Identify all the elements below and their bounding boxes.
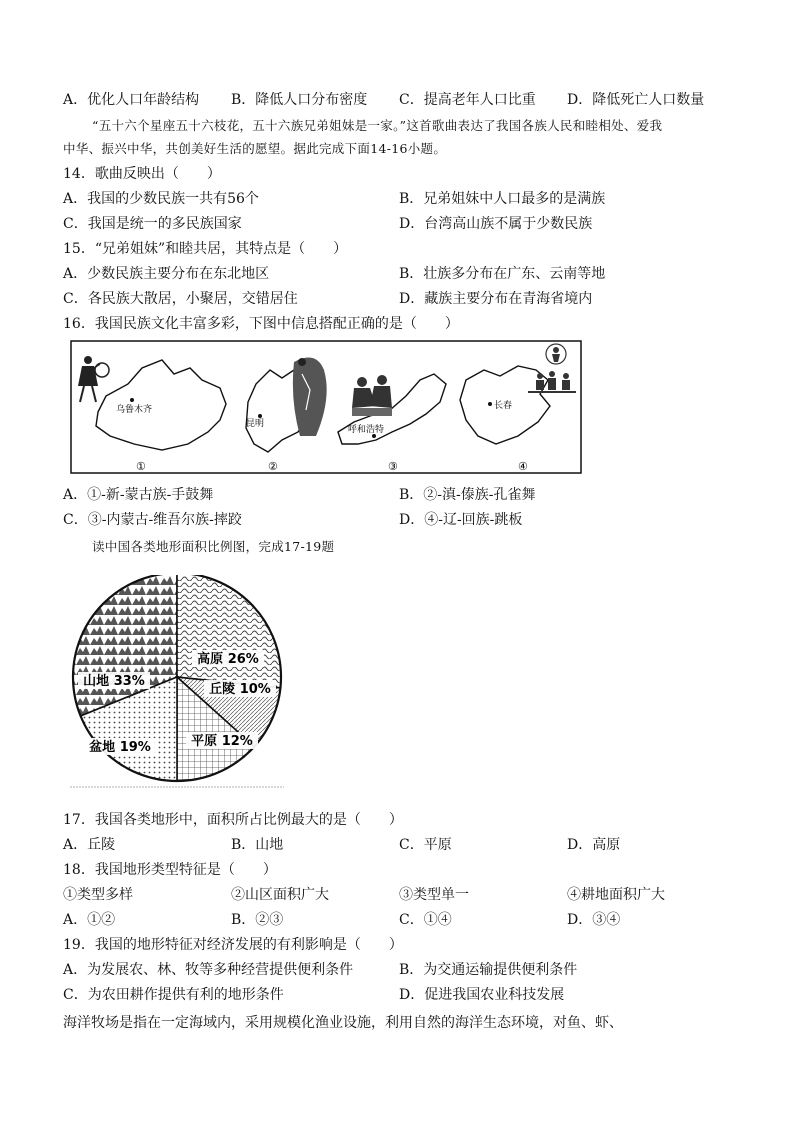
q17-stem: 17．我国各类地形中，面积所占比例最大的是（ ） — [63, 812, 403, 828]
q15-option-d: D．藏族主要分布在青海省境内 — [399, 291, 593, 307]
q13-option-a: A．优化人口年龄结构 — [63, 92, 200, 108]
q17-option-a: A．丘陵 — [63, 837, 116, 853]
q14-stem: 14．歌曲反映出（ ） — [63, 166, 221, 182]
q18-item-4: ④耕地面积广大 — [567, 887, 665, 903]
pie-label-1: 高原 26% — [197, 652, 259, 667]
q16-option-d: D．④-辽-回族-跳板 — [399, 512, 523, 528]
q17-option-c: C．平原 — [399, 837, 452, 853]
q15-option-c: C．各民族大散居，小聚居，交错居住 — [63, 291, 298, 307]
city-label-changchun: 长春 — [494, 401, 513, 411]
city-label-hohhot: 呼和浩特 — [348, 425, 385, 435]
pie-label-3: 平原 12% — [191, 734, 253, 749]
q18-item-2: ②山区面积广大 — [231, 887, 329, 903]
q19-option-d: D．促进我国农业科技发展 — [399, 987, 565, 1003]
q15-stem: 15．“兄弟姐妹”和睦共居，其特点是（ ） — [63, 241, 348, 257]
q16-stem: 16．我国民族文化丰富多彩，下图中信息搭配正确的是（ ） — [63, 316, 459, 332]
q15-option-b: B．壮族多分布在广东、云南等地 — [399, 266, 606, 282]
q13-option-d: D．降低死亡人口数量 — [567, 92, 705, 108]
q16-option-c: C．③-内蒙古-维吾尔族-摔跤 — [63, 512, 242, 528]
q18-stem: 18．我国地形类型特征是（ ） — [63, 862, 277, 878]
ocean-ranch-intro: 海洋牧场是指在一定海域内，采用规模化渔业设施，利用自然的海洋生态环境，对鱼、虾、 — [63, 1015, 623, 1031]
terrain-pie-chart — [62, 575, 292, 790]
pie-label-2: 丘陵 10% — [209, 682, 271, 697]
q18-option-b: B．②③ — [231, 912, 284, 928]
q17-option-b: B．山地 — [231, 837, 284, 853]
q18-option-c: C．①④ — [399, 912, 452, 928]
q18-option-d: D．③④ — [567, 912, 621, 928]
panel-number-3: ③ — [388, 460, 398, 473]
pie-label-0: 山地 33% — [83, 674, 145, 689]
q14-option-d: D．台湾高山族不属于少数民族 — [399, 216, 593, 232]
q16-option-b: B．②-滇-傣族-孔雀舞 — [399, 487, 536, 503]
q18-option-a: A．①② — [63, 912, 116, 928]
intro-paragraph-line1: “五十六个星座五十六枝花，五十六族兄弟姐妹是一家。”这首歌曲表达了我国各族人民和睦相处、爱我 — [92, 118, 663, 133]
q14-option-a: A．我国的少数民族一共有56个 — [63, 191, 259, 207]
panel-number-1: ① — [136, 460, 146, 473]
q18-item-1: ①类型多样 — [63, 887, 133, 903]
ethnic-culture-map-figure — [70, 340, 582, 476]
q19-stem: 19．我国的地形特征对经济发展的有利影响是（ ） — [63, 937, 403, 953]
q15-option-a: A．少数民族主要分布在东北地区 — [63, 266, 270, 282]
q19-option-c: C．为农田耕作提供有利的地形条件 — [63, 987, 284, 1003]
q13-option-b: B．降低人口分布密度 — [231, 92, 368, 108]
q14-option-c: C．我国是统一的多民族国家 — [63, 216, 242, 232]
panel-number-4: ④ — [518, 460, 528, 473]
city-label-kunming: 昆明 — [246, 419, 265, 429]
intro-terrain-chart: 读中国各类地形面积比例图，完成17-19题 — [92, 539, 335, 554]
q18-item-3: ③类型单一 — [399, 887, 469, 903]
q19-option-b: B．为交通运输提供便利条件 — [399, 962, 578, 978]
panel-number-2: ② — [268, 460, 278, 473]
q13-option-c: C．提高老年人口比重 — [399, 92, 536, 108]
pie-slice-1 — [177, 575, 281, 688]
city-label-urumqi: 乌鲁木齐 — [116, 405, 153, 415]
q19-option-a: A．为发展农、林、牧等多种经营提供便利条件 — [63, 962, 354, 978]
pie-label-4: 盆地 19% — [89, 740, 151, 755]
q17-option-d: D．高原 — [567, 837, 621, 853]
q14-option-b: B．兄弟姐妹中人口最多的是满族 — [399, 191, 606, 207]
intro-paragraph-line2: 中华、振兴中华，共创美好生活的愿望。据此完成下面14-16小题。 — [63, 141, 447, 156]
q16-option-a: A．①-新-蒙古族-手鼓舞 — [63, 487, 214, 503]
